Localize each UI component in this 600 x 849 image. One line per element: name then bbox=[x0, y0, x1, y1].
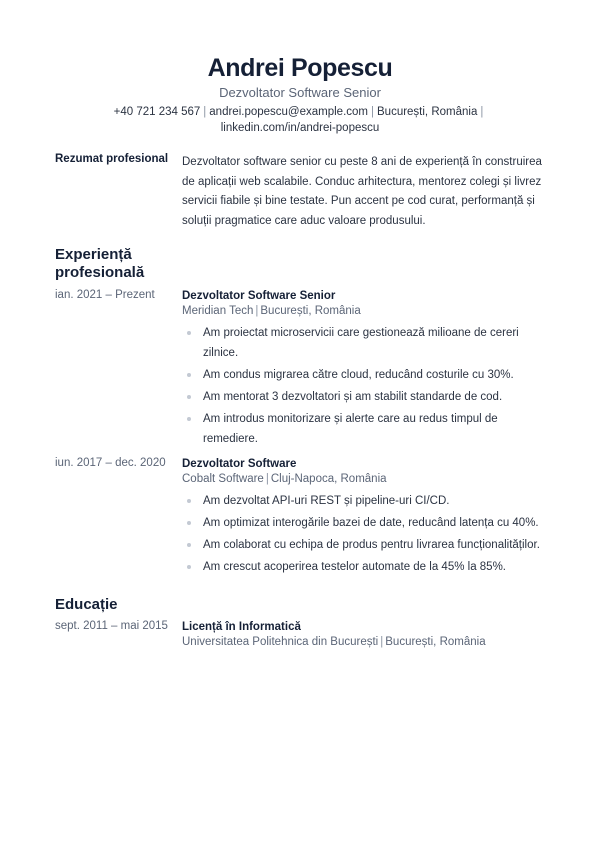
candidate-name: Andrei Popescu bbox=[207, 54, 393, 82]
job-date: iun. 2017 – dec. 2020 bbox=[55, 457, 166, 469]
job-company-line bbox=[182, 304, 555, 319]
education-school: Universitatea Politehnica din București bbox=[182, 636, 379, 648]
job-location: Cluj-Napoca, România bbox=[270, 473, 387, 485]
education-school-line bbox=[182, 635, 555, 650]
education-separator: | bbox=[380, 636, 384, 648]
job-title: Dezvoltator Software Senior bbox=[182, 290, 336, 302]
experience-heading bbox=[55, 246, 555, 282]
job-bullet: Am condus migrarea către cloud, reducând costurile cu 30%. bbox=[182, 365, 555, 385]
job-bullet: Am introdus monitorizare și alerte care au redus timpul de remediere. bbox=[182, 409, 555, 449]
contact-location: București, România bbox=[377, 106, 478, 118]
experience-heading-line-2: profesională bbox=[55, 264, 145, 281]
job-bullets bbox=[182, 323, 555, 449]
contact-email[interactable]: andrei.popescu@example.com bbox=[209, 106, 368, 118]
contact-separator: | bbox=[480, 106, 484, 118]
summary-heading: Rezumat profesional bbox=[55, 153, 169, 165]
education-location: București, România bbox=[385, 636, 486, 648]
job-bullet: Am mentorat 3 dezvoltatori și am stabilit standarde de cod. bbox=[182, 387, 555, 407]
job-bullet: Am proiectat microservicii care gestionează milioane de cereri zilnice. bbox=[182, 323, 555, 363]
education-heading-text: Educație bbox=[55, 596, 118, 613]
job-bullet: Am optimizat interogările bazei de date, reducând latența cu 40%. bbox=[182, 513, 555, 533]
job-separator: | bbox=[255, 305, 259, 317]
summary-section bbox=[55, 153, 555, 227]
summary-text: Dezvoltator software senior cu peste 8 ani de experiență în construirea de aplicații web scalabile. Conduc arhitectura, mentorez colegi și livrez servicii fiabile și bine testate. Pun accent pe cod curat, performanță și soluții pragmatice care aduc valoare produsului. bbox=[182, 156, 542, 227]
education-heading bbox=[55, 596, 555, 614]
job-date: ian. 2021 – Prezent bbox=[55, 289, 155, 301]
job-company: Meridian Tech bbox=[182, 305, 254, 317]
contact-separator: | bbox=[371, 106, 374, 118]
education-details bbox=[182, 620, 555, 650]
job-company-line bbox=[182, 472, 555, 487]
contact-linkedin[interactable]: linkedin.com/in/andrei-popescu bbox=[220, 121, 380, 134]
job-company: Cobalt Software bbox=[182, 473, 264, 485]
job-details bbox=[182, 457, 555, 579]
education-date: sept. 2011 – mai 2015 bbox=[55, 620, 168, 632]
contact-line bbox=[0, 105, 600, 136]
job-title: Dezvoltator Software bbox=[182, 458, 297, 470]
job-bullet: Am crescut acoperirea testelor automate de la 45% la 85%. bbox=[182, 557, 555, 577]
job-separator: | bbox=[265, 473, 269, 485]
experience-heading-line-1: Experiență bbox=[55, 246, 132, 263]
contact-phone: +40 721 234 567 bbox=[113, 106, 201, 118]
contact-separator: | bbox=[203, 106, 207, 118]
job-bullet: Am colaborat cu echipa de produs pentru livrarea funcționalităților. bbox=[182, 535, 555, 555]
job-bullet: Am dezvoltat API-uri REST și pipeline-uri CI/CD. bbox=[182, 491, 555, 511]
resume-header bbox=[0, 52, 600, 136]
job-bullets bbox=[182, 491, 555, 577]
candidate-title: Dezvoltator Software Senior bbox=[219, 85, 381, 100]
job-details bbox=[182, 289, 555, 451]
education-degree: Licență în Informatică bbox=[182, 621, 301, 633]
job-location: București, România bbox=[260, 305, 361, 317]
